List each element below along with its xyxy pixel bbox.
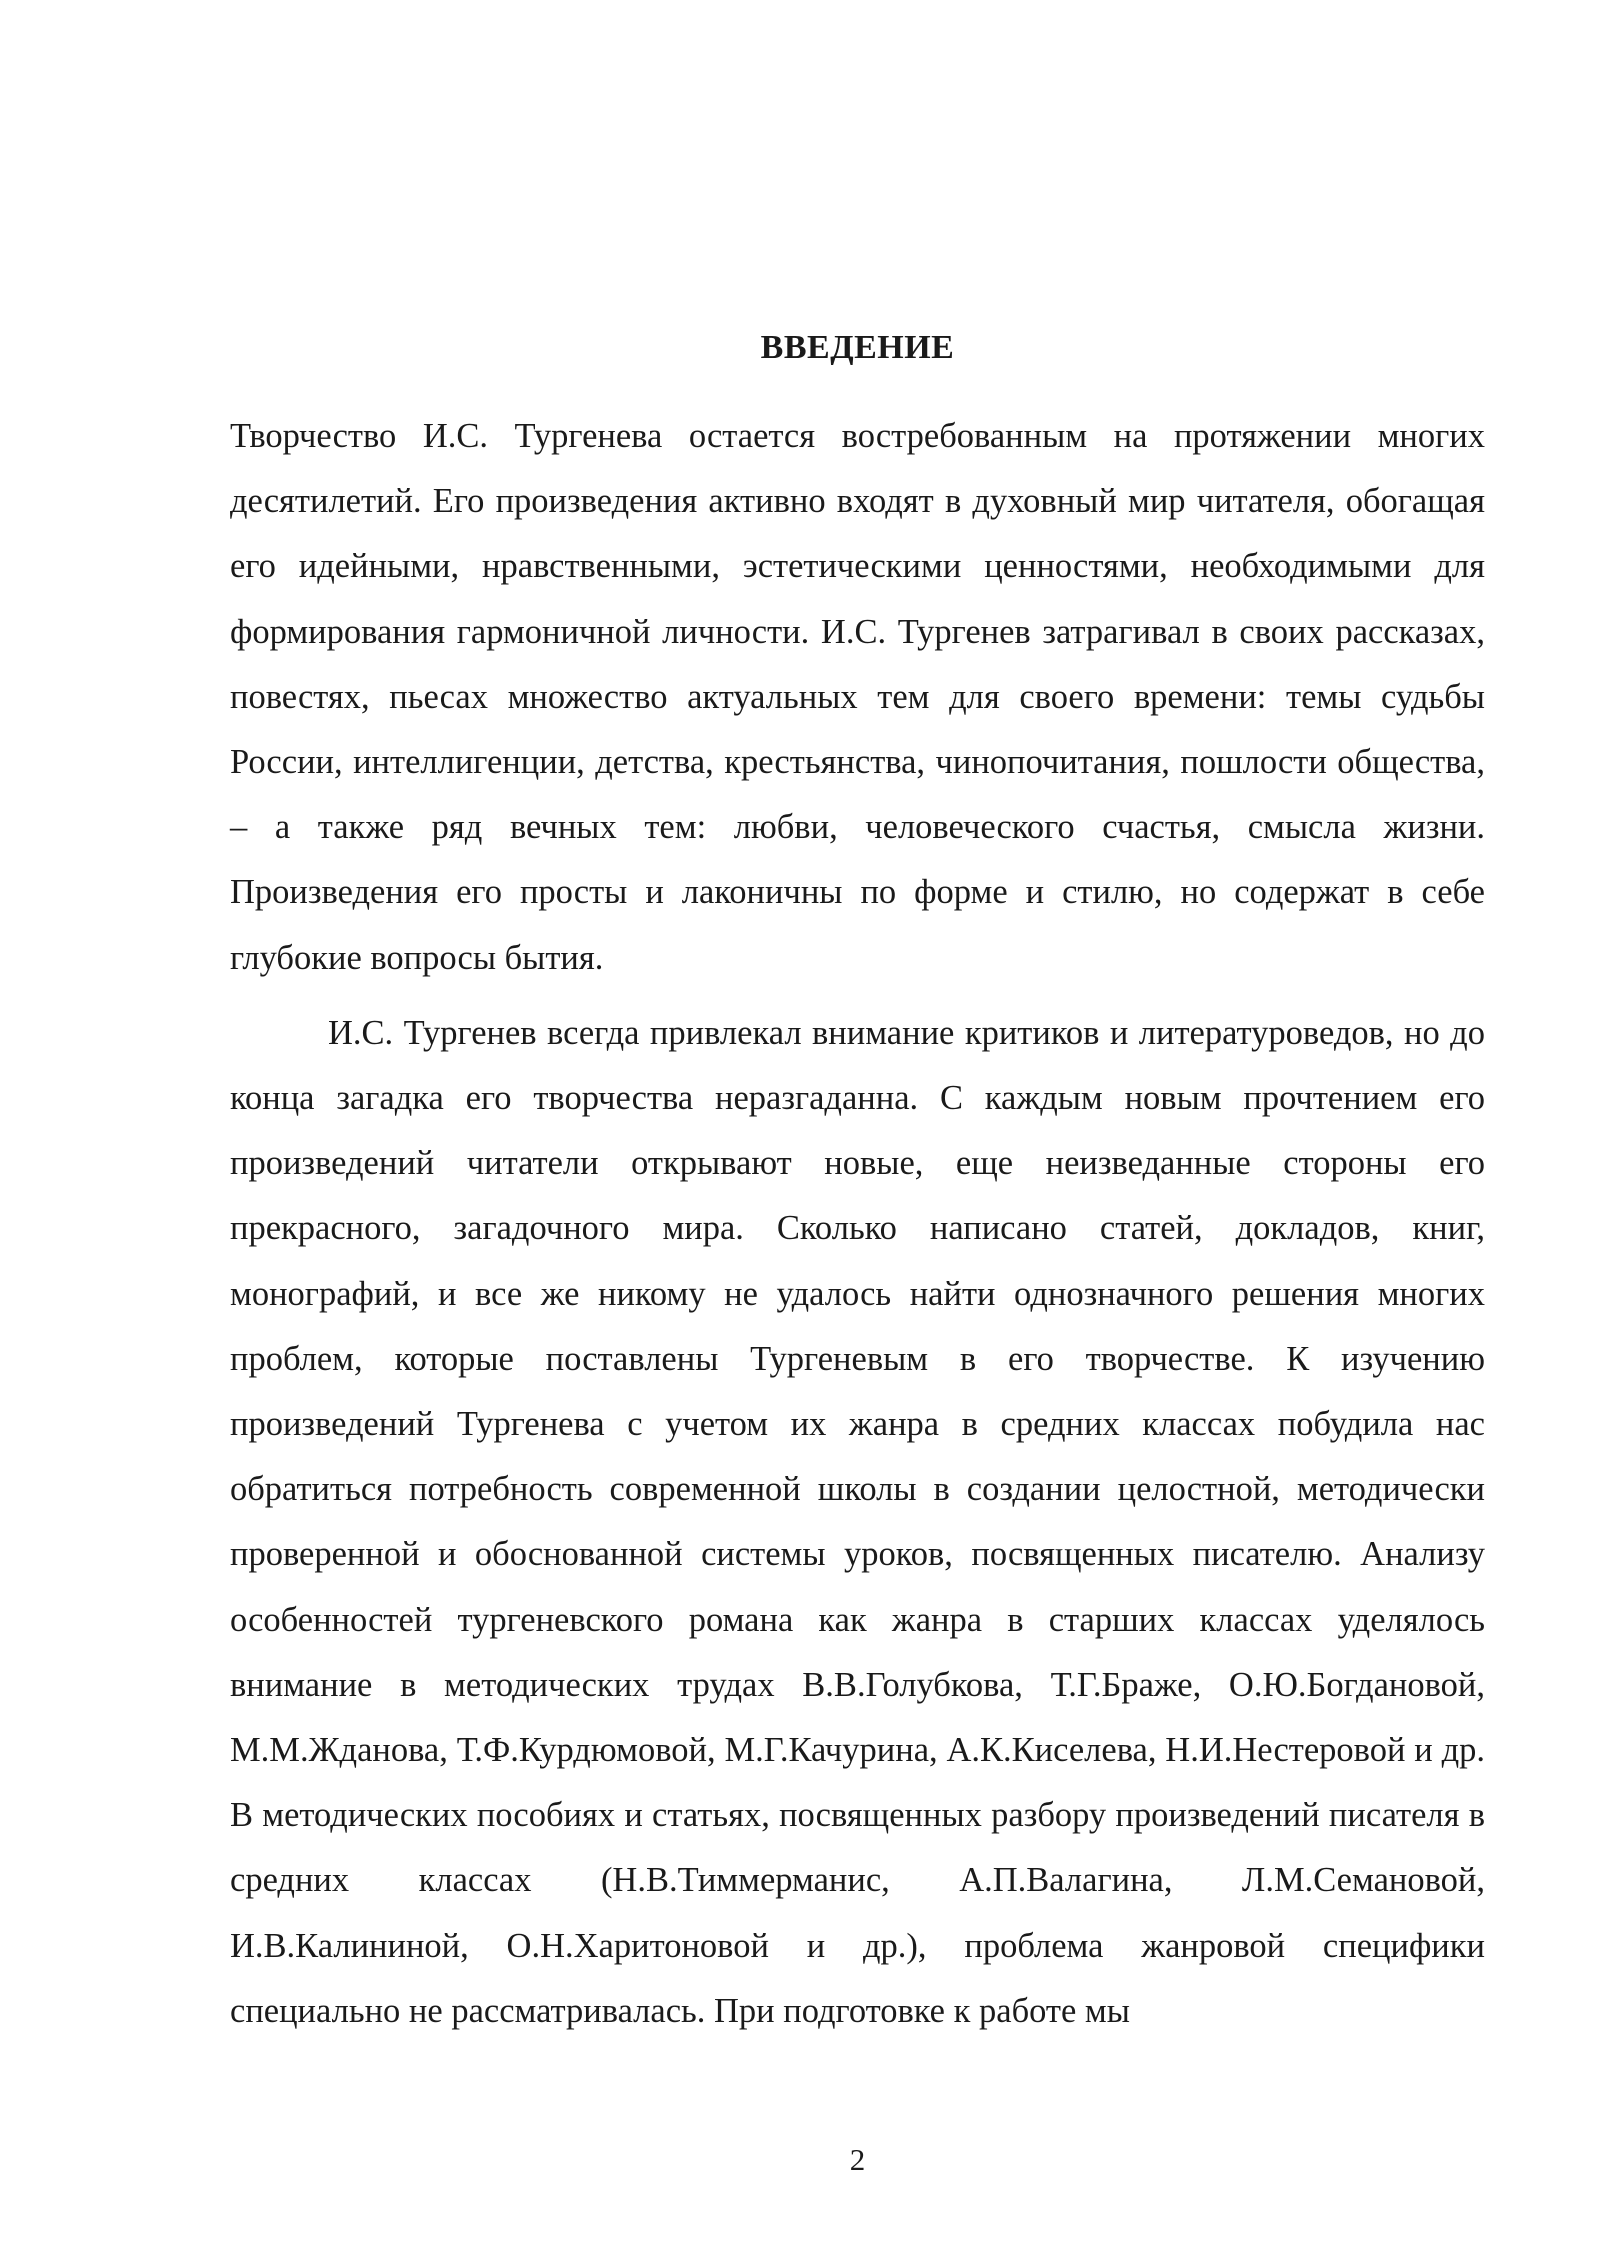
document-body	[230, 404, 1485, 2044]
page-title: ВВЕДЕНИЕ	[760, 329, 955, 366]
paragraph-1: Творчество И.С. Тургенева остается востребованным на протяжении многих десятилетий. Его произведения активно входят в духовный мир читателя, обогащая его идейными, нравственными, эстетическими ценностями, необходимыми для формирования гармоничной личности. И.С. Тургенев затрагивал в своих рассказах, повестях, пьесах множество актуальных тем для своего времени: темы судьбы России, интеллигенции, детства, крестьянства, чинопочитания, пошлости общества, – а также ряд вечных тем: любви, человеческого счастья, смысла жизни. Произведения его просты и лаконичны по форме и стилю, но содержат в себе глубокие вопросы бытия.	[230, 417, 1485, 977]
paragraph-2: И.С. Тургенев всегда привлекал внимание критиков и литературоведов, но до конца загадка его творчества неразгаданна. С каждым новым прочтением его произведений читатели открывают новые, еще неизведанные стороны его прекрасного, загадочного мира. Сколько написано статей, докладов, книг, монографий, и все же никому не удалось найти однозначного решения многих проблем, которые поставлены Тургеневым в его творчестве. К изучению произведений Тургенева с учетом их жанра в средних классах побудила нас обратиться потребность современной школы в создании целостной, методически проверенной и обоснованной системы уроков, посвященных писателю. Анализу особенностей тургеневского романа как жанра в старших классах уделялось внимание в методических трудах В.В.Голубкова, Т.Г.Браже, О.Ю.Богдановой, М.М.Жданова, Т.Ф.Курдюмовой, М.Г.Качурина, А.К.Киселева, Н.И.Нестеровой и др. В методических пособиях и статьях, посвященных разбору произведений писателя в средних классах (Н.В.Тиммерманис, А.П.Валагина, Л.М.Семановой, И.В.Калининой, О.Н.Харитоновой и др.), проблема жанровой специфики специально не рассматривалась. При подготовке к работе мы	[230, 1013, 1485, 2030]
page-number: 2	[849, 2142, 866, 2177]
